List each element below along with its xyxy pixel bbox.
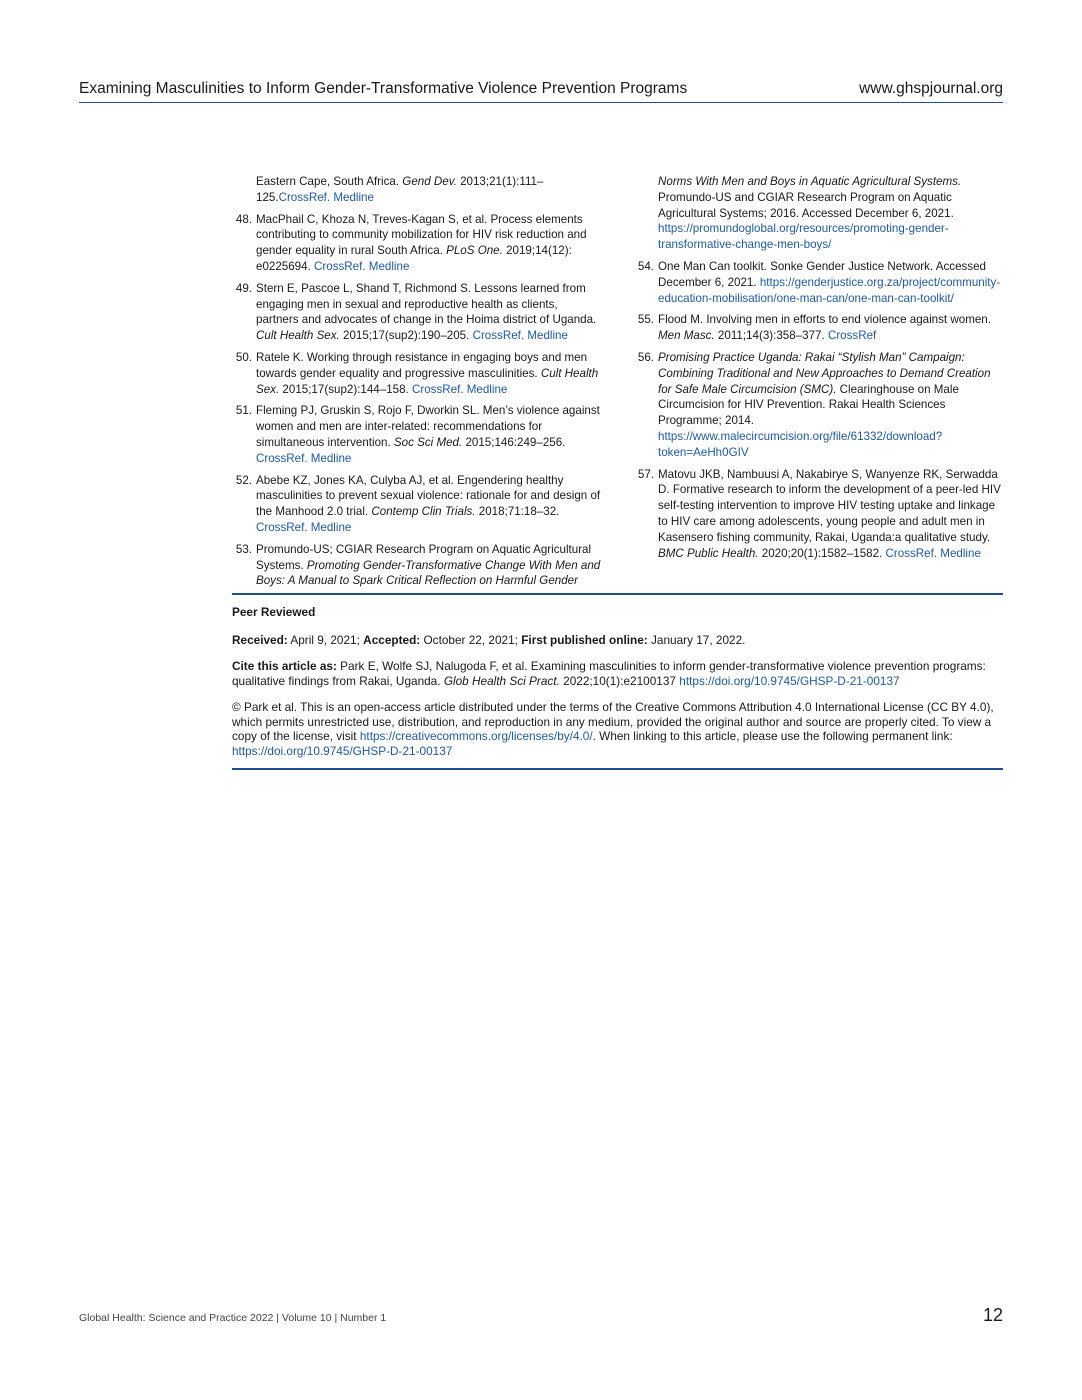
reference-text <box>256 350 602 397</box>
reference-details: 2018;71:18–32. <box>475 505 560 519</box>
reference-number: 50. <box>235 350 252 364</box>
peer-reviewed-heading: Peer Reviewed <box>232 605 316 619</box>
reference-text <box>658 467 1004 562</box>
reference-item <box>232 212 602 275</box>
reference-details: 2011;14(3):358–377. <box>714 329 828 343</box>
reference-authors-title: Abebe KZ, Jones KA, Culyba AJ, et al. Engendering healthy masculinities to prevent sexual violence: rationale for and design of the Manhood 2.0 trial. <box>256 473 601 519</box>
reference-text <box>256 281 602 344</box>
reference-journal: Promoting Gender-Transformative Change With Men and Boys: A Manual to Spark Critical Reflection on Harmful Gender <box>256 558 601 588</box>
reference-links[interactable]: CrossRef <box>827 329 877 343</box>
reference-item <box>232 542 602 589</box>
accepted-label: Accepted: <box>363 632 421 647</box>
reference-journal: Cult Health Sex. <box>256 329 340 343</box>
received-date: April 9, 2021; <box>287 632 364 647</box>
reference-authors-title: Stern E, Pascoe L, Shand T, Richmond S. Lessons learned from engaging men in sexual and reproductive health as clients, partners and advocates of change in the Hoima district of Uganda. <box>256 281 597 327</box>
reference-journal: Cult Health Sex. <box>256 366 599 396</box>
license-url-link[interactable]: https://creativecommons.org/licenses/by/4.0/ <box>359 729 593 743</box>
reference-authors-title: One Man Can toolkit. Sonke Gender Justice Network. Accessed December 6, 2021. <box>658 259 987 289</box>
reference-item <box>634 259 1004 306</box>
license-text: © Park et al. This is an open-access article distributed under the terms of the Creative Commons Attribution 4.0 International License (CC BY 4.0), which permits unrestricted use, distribution, and reproduction in any medium, provided the original author and source are properly cited. To view a copy of the license, visit <box>232 700 994 743</box>
reference-links[interactable]: CrossRef. Medline <box>314 259 410 273</box>
cite-doi-link[interactable]: https://doi.org/10.9745/GHSP-D-21-00137 <box>679 673 900 688</box>
reference-details: 2019;14(12): e0225694. <box>256 244 572 273</box>
reference-details: Promundo-US and CGIAR Research Program on Aquatic Agricultural Systems; 2016. Accessed December 6, 2021. <box>658 190 954 220</box>
reference-item <box>634 174 1004 253</box>
reference-item <box>232 350 602 397</box>
published-label: First published online: <box>521 632 648 647</box>
journal-website[interactable]: www.ghspjournal.org <box>859 80 1003 97</box>
reference-authors-title: Ratele K. Working through resistance in engaging boys and men towards gender equality and progressive masculinities. <box>256 350 588 380</box>
reference-number: 54. <box>637 259 654 273</box>
reference-number: 49. <box>235 281 252 295</box>
reference-journal: PLoS One. <box>446 244 503 258</box>
article-info-box <box>232 593 1003 770</box>
reference-links[interactable]: CrossRef. Medline <box>256 520 352 534</box>
cite-label: Cite this article as: <box>232 659 337 673</box>
cite-journal: Glob Health Sci Pract. <box>443 673 560 688</box>
reference-journal: Promising Practice Uganda: Rakai “Stylish Man” Campaign: Combining Traditional and New Approaches to Demand Creation for Safe Male Circumcision (SMC). <box>658 350 991 396</box>
reference-links[interactable]: https://genderjustice.org.za/project/community-education-mobilisation/one-man-can/one-man-can-toolkit/ <box>658 275 1001 305</box>
cite-tail: 2022;10(1):e2100137 <box>559 673 680 688</box>
reference-journal: Contemp Clin Trials. <box>371 505 476 519</box>
reference-text <box>658 174 1004 253</box>
reference-text <box>256 542 602 589</box>
reference-journal: Gend Dev. <box>402 175 457 188</box>
reference-item <box>232 403 602 466</box>
citation-line <box>232 659 1003 688</box>
reference-authors-title: MacPhail C, Khoza N, Treves-Kagan S, et al. Process elements contributing to community mobilization for HIV risk reduction and gender equality in rural South Africa. <box>256 212 587 258</box>
reference-item <box>232 174 602 206</box>
reference-authors-title: Matovu JKB, Nambuusi A, Nakabirye S, Wanyenze RK, Serwadda D. Formative research to inform the development of a peer-led HIV self-testing intervention to improve HIV testing uptake and linkage to HIV care among adolescents, young people and adult men in Kasensero fishing community, Rakai, Uganda:a qualitative study. <box>658 467 1001 544</box>
reference-item <box>634 312 1004 344</box>
reference-text <box>256 473 602 536</box>
reference-item <box>232 473 602 536</box>
reference-details: Clearinghouse on Male Circumcision for HIV Prevention. Rakai Health Sciences Programme; 2014. <box>658 382 959 428</box>
reference-journal: BMC Public Health. <box>658 546 759 560</box>
reference-text <box>256 212 602 275</box>
reference-authors-title: Flood M. Involving men in efforts to end violence against women. <box>658 313 991 327</box>
reference-number: 51. <box>235 404 252 418</box>
reference-text <box>658 312 1004 344</box>
license-line <box>232 700 1003 758</box>
page-number: 12 <box>982 1305 1003 1325</box>
reference-links[interactable]: https://promundoglobal.org/resources/promoting-gender-transformative-change-men-boys/ <box>658 222 949 252</box>
reference-text <box>658 259 1004 306</box>
dates-line <box>232 633 1003 648</box>
reference-text <box>658 350 1004 461</box>
reference-number: 55. <box>637 313 654 327</box>
reference-number: 57. <box>637 467 654 481</box>
reference-links[interactable]: CrossRef. Medline <box>885 546 981 560</box>
reference-item <box>634 467 1004 562</box>
reference-details: 2015;146:249–256. <box>462 435 566 449</box>
reference-authors-title: Promundo-US; CGIAR Research Program on Aquatic Agricultural Systems. <box>256 542 592 572</box>
reference-authors-title: Eastern Cape, South Africa. <box>256 175 403 188</box>
reference-details: 2015;17(sup2):190–205. <box>339 329 473 343</box>
license-mid: . When linking to this article, please use the following permanent link: <box>592 729 953 743</box>
reference-item <box>634 350 1004 461</box>
reference-links[interactable]: https://www.malecircumcision.org/file/61332/download?token=AeHh0GIV <box>658 429 943 459</box>
running-title: Examining Masculinities to Inform Gender-Transformative Violence Prevention Programs <box>79 80 688 97</box>
references-right-column <box>634 174 1004 567</box>
reference-links[interactable]: CrossRef. Medline <box>472 329 568 343</box>
reference-details: 2020;20(1):1582–1582. <box>758 546 886 560</box>
license-doi-link[interactable]: https://doi.org/10.9745/GHSP-D-21-00137 <box>232 743 453 758</box>
reference-details: 2013;21(1):111–125. <box>256 175 544 204</box>
reference-journal: Norms With Men and Boys in Aquatic Agricultural Systems. <box>658 175 962 188</box>
reference-links[interactable]: CrossRef. Medline <box>412 382 508 396</box>
reference-text <box>256 174 602 206</box>
reference-journal: Soc Sci Med. <box>393 435 463 449</box>
reference-number: 53. <box>235 542 252 556</box>
reference-number: 48. <box>235 212 252 226</box>
references-left-column <box>232 174 602 595</box>
reference-details: 2015;17(sup2):144–158. <box>279 382 412 396</box>
running-header <box>79 80 1003 103</box>
accepted-date: October 22, 2021; <box>420 632 522 647</box>
cite-text: Park E, Wolfe SJ, Nalugoda F, et al. Examining masculinities to inform gender-transformative violence prevention programs: qualitative findings from Rakai, Uganda. <box>232 659 986 688</box>
received-label: Received: <box>232 632 288 647</box>
reference-authors-title: Fleming PJ, Gruskin S, Rojo F, Dworkin SL. Men’s violence against women and men are inter-related: recommendations for simultaneous intervention. <box>256 404 600 449</box>
reference-number: 52. <box>235 473 252 487</box>
reference-links[interactable]: CrossRef. Medline <box>256 451 352 465</box>
published-date: January 17, 2022. <box>647 632 746 647</box>
reference-item <box>232 281 602 344</box>
reference-journal: Men Masc. <box>658 329 715 343</box>
footer-journal-info: Global Health: Science and Practice 2022 | Volume 10 | Number 1 <box>79 1312 387 1324</box>
reference-links[interactable]: CrossRef. Medline <box>278 190 374 204</box>
reference-text <box>256 403 602 466</box>
reference-number: 56. <box>637 350 654 364</box>
